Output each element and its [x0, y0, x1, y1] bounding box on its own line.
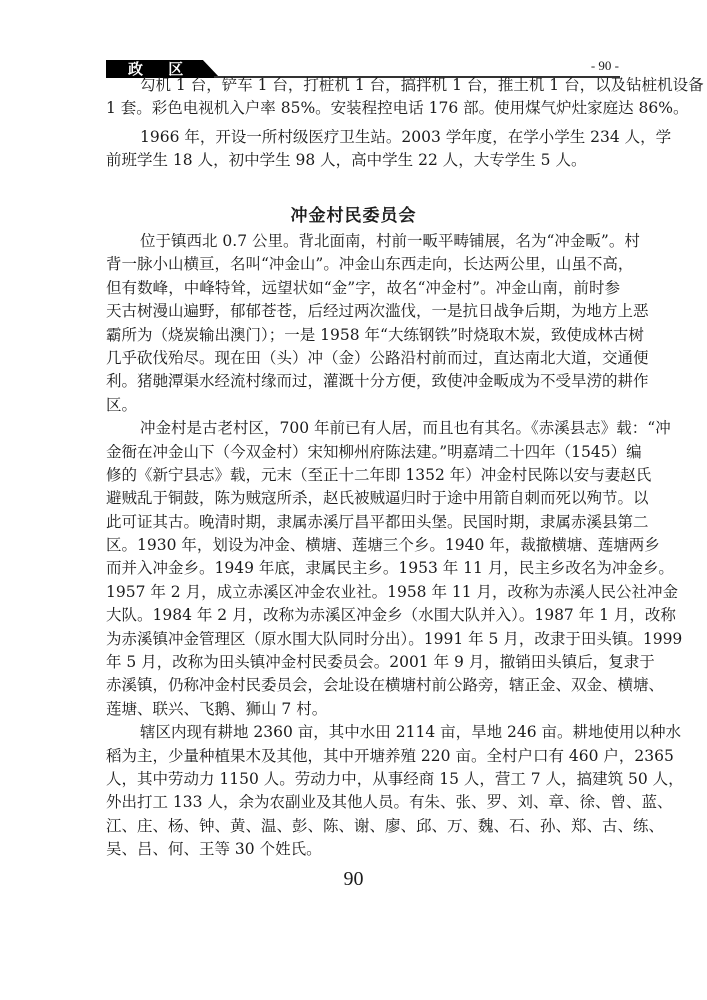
text-line: 人，其中劳动力 1150 人。劳动力中，从事经商 15 人，营工 7 人，搞建筑 50 人，: [106, 769, 684, 788]
paragraph: [106, 74, 704, 121]
header-section-title: 政 区: [128, 60, 194, 78]
text-line: 修的《新宁县志》载，元末（至正十二年即 1352 年）冲金村民陈以安与妻赵氏: [106, 465, 652, 484]
text-line: 利。猪毑潭渠水经流村缘而过，灌溉十分方便，致使冲金畈成为不受旱涝的耕作: [106, 372, 649, 391]
text-line: 勾机 1 台，铲车 1 台，打桩机 1 台，搞拌机 1 台，推土机 1 台，以及钻桩机设备: [140, 76, 704, 94]
text-line: 而并入冲金乡。1949 年底，隶属民主乡。1953 年 11 月，民主乡改名为冲金乡。: [106, 559, 674, 578]
text-line: 几乎砍伐殆尽。现在田（头）冲（金）公路沿村前而过，直达南北大道，交通便: [106, 348, 649, 367]
text-line: 区。1930 年，划设为冲金、横塘、莲塘三个乡。1940 年，裁撤横塘、莲塘两乡: [106, 536, 660, 555]
text-line: 背一脉小山横亘，名叫“冲金山”。冲金山东西走向，长达两公里，山虽不高，: [106, 255, 634, 274]
text-line: 区。: [106, 395, 138, 414]
paragraph: [106, 126, 672, 173]
text-line: 1957 年 2 月，成立赤溪区冲金农业社。1958 年 11 月，改称为赤溪人民公社冲金: [106, 582, 679, 601]
text-line: 位于镇西北 0.7 公里。背北面南，村前一畈平畴铺展，名为“冲金畈”。村: [140, 232, 640, 250]
text-line: 大队。1984 年 2 月，改称为赤溪区冲金乡（水围大队并入）。1987 年 1 月，改称: [106, 606, 676, 625]
text-line: 稻为主，少量种植果木及其他，其中开塘养殖 220 亩。全村户口有 460 户，2365: [106, 746, 674, 765]
text-line: 前班学生 18 人，初中学生 98 人，高中学生 22 人，大专学生 5 人。: [106, 151, 587, 170]
text-line: 1966 年，开设一所村级医疗卫生站。2003 学年度，在学小学生 234 人，学: [140, 127, 672, 146]
text-line: 莲塘、联兴、飞鹅、狮山 7 村。: [106, 699, 328, 718]
text-line: 此可证其古。晚清时期，隶属赤溪厅昌平都田头堡。民国时期，隶属赤溪县第二: [106, 512, 649, 531]
text-block-main: [106, 230, 684, 862]
paragraph: [106, 230, 649, 417]
text-line: 年 5 月，改称为田头镇冲金村民委员会。2001 年 9 月，撤销田头镇后，复隶于: [106, 653, 655, 672]
text-block-top: [106, 74, 704, 173]
text-line: 1 套。彩色电视机入户率 85%。安装程控电话 176 部。使用煤气炉灶家庭达 86%。: [106, 99, 689, 118]
text-line: 赤溪镇，仍称冲金村民委员会，会址设在横塘村前公路旁，辖正金、双金、横塘、: [106, 676, 665, 695]
text-line: 吴、吕、何、王等 30 个姓氏。: [106, 840, 322, 859]
section-title: 冲金村民委员会: [290, 206, 417, 226]
paragraph: [106, 721, 684, 861]
text-line: 金衙在冲金山下（今双金村）宋知柳州府陈法建。”明嘉靖二十四年（1545）编: [106, 442, 642, 461]
text-line: 冲金村是古老村区，700 年前已有人居，而且也有其名。《赤溪县志》载：“冲: [140, 419, 671, 438]
text-line: 霸所为（烧炭输出澳门）；一是 1958 年“大练钢铁”时烧取木炭，致使成林古树: [106, 325, 644, 344]
paragraph: [106, 417, 683, 721]
page-folio: 90: [343, 868, 364, 890]
text-line: 天古树漫山遍野，郁郁苍苍，后经过两次滥伐，一是抗日战争后期，为地方上恶: [106, 302, 649, 321]
text-line: 江、庄、杨、钟、黄、温、彭、陈、谢、廖、邱、万、魏、石、孙、郑、古、练、: [106, 816, 665, 835]
header-page-number: - 90 -: [590, 58, 619, 73]
text-line: 为赤溪镇冲金管理区（原水围大队同时分出）。1991 年 5 月，改隶于田头镇。1999: [106, 629, 683, 648]
text-line: 但有数峰，中峰特耸，远望状如“金”字，故名“冲金村”。冲金山南，前时参: [106, 278, 620, 297]
text-line: 外出打工 133 人，余为农副业及其他人员。有朱、张、罗、刘、章、徐、曾、蓝、: [106, 793, 673, 812]
text-line: 避贼乱于铜鼓，陈为贼寇所杀，赵氏被贼逼归时于途中用箭自刺而死以殉节。以: [106, 489, 649, 508]
text-line: 辖区内现有耕地 2360 亩，其中水田 2114 亩，旱地 246 亩。耕地使用以种水: [140, 723, 682, 742]
